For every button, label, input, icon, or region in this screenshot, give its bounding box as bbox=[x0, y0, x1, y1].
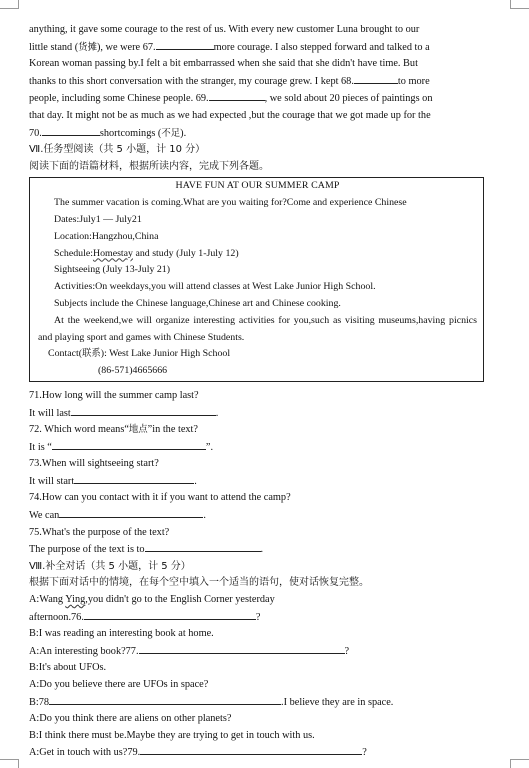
answer-blank-78[interactable] bbox=[49, 694, 281, 705]
dialogue-line: B:I think there must be.Maybe they are trying to get in touch with us. bbox=[29, 729, 315, 741]
passage-line bbox=[29, 73, 484, 91]
answer-blank-79[interactable] bbox=[140, 744, 362, 755]
answer-prefix: The purpose of the text is to bbox=[29, 544, 145, 556]
dialogue-text: ? bbox=[255, 611, 261, 623]
passage-line bbox=[29, 56, 484, 73]
notice-schedule bbox=[38, 246, 477, 263]
question-75: 75.What's the purpose of the text? bbox=[29, 526, 170, 538]
notice-weekend: At the weekend,we will organize interesting activities for you,such as visiting museums,having picnics and playing sport and games with Chinese Students. bbox=[38, 314, 477, 343]
dialogue-text: ? bbox=[362, 747, 367, 759]
answer-blank-71[interactable] bbox=[71, 405, 216, 416]
dialogue-text: .I believe they are in space. bbox=[281, 696, 394, 708]
notice-activities: Activities:On weekdays,you will attend classes at West Lake Junior High School. bbox=[54, 281, 376, 293]
passage-line bbox=[29, 90, 484, 108]
chinese-gloss: 不足 bbox=[161, 127, 181, 139]
answer-suffix: . bbox=[194, 475, 197, 487]
section-instruction-task-reading: 阅读下面的语篇材料，根据所读内容，完成下列各题。 bbox=[29, 160, 269, 172]
dialogue-text: ,you didn't go to the English Corner yesterday bbox=[85, 594, 275, 606]
dialogue-line bbox=[29, 643, 484, 661]
answer-71 bbox=[29, 405, 484, 423]
passage-line bbox=[29, 22, 484, 39]
answer-blank-72[interactable] bbox=[52, 439, 206, 450]
passage-text: 70. bbox=[29, 127, 42, 139]
passage-text: thanks to this short conversation with the stranger, my courage grew. I kept 68. bbox=[29, 75, 354, 87]
passage-text: that day. It might not be as much as we had expected ,but the courage that we got made up for the bbox=[29, 109, 431, 121]
passage-text: ). bbox=[180, 127, 187, 139]
summer-camp-notice-box bbox=[29, 177, 484, 382]
notice-subjects: Subjects include the Chinese language,Chinese art and Chinese cooking. bbox=[54, 297, 341, 309]
answer-blank-74[interactable] bbox=[59, 507, 203, 518]
passage-text: people, including some Chinese people. 69. bbox=[29, 93, 209, 105]
passage-text: to more bbox=[397, 75, 430, 87]
question-text: 72. Which word means“ bbox=[29, 424, 129, 436]
dialogue-text: A:Get in touch with us?79. bbox=[29, 747, 141, 759]
answer-prefix: It will last bbox=[29, 407, 71, 419]
question-71: 71.How long will the summer camp last? bbox=[29, 389, 199, 401]
dialogue-line bbox=[29, 694, 484, 712]
dialogue-line: A:Do you believe there are UFOs in space? bbox=[29, 679, 209, 690]
answer-prefix: It will start bbox=[29, 475, 75, 487]
passage-line bbox=[29, 108, 484, 125]
answer-blank-73[interactable] bbox=[74, 473, 194, 484]
dialogue-text: A:Wang bbox=[29, 594, 66, 606]
question-73: 73.When will sightseeing start? bbox=[29, 458, 159, 470]
section-heading-task-reading: Ⅶ.任务型阅读（共 5 小题，计 10 分） bbox=[29, 144, 206, 156]
answer-blank-75[interactable] bbox=[145, 541, 261, 552]
answer-suffix: . bbox=[215, 407, 219, 419]
passage-text: shortcomings ( bbox=[99, 127, 162, 139]
passage-line bbox=[29, 39, 484, 57]
passage-text: Korean woman passing by.I felt a bit embarrassed when she said that she didn't have time. But bbox=[29, 58, 418, 70]
section-heading-dialogue: Ⅷ.补全对话（共 5 小题，计 5 分） bbox=[29, 560, 191, 572]
passage-text: more courage. I also stepped forward and talked to a bbox=[213, 41, 430, 53]
dialogue-line: B:It's about UFOs. bbox=[29, 662, 107, 674]
chinese-gloss: 货摊 bbox=[78, 41, 97, 53]
answer-75 bbox=[29, 541, 484, 559]
question-74: 74.How can you contact with it if you want to attend the camp? bbox=[29, 492, 291, 504]
passage-text: ), we were 67. bbox=[96, 41, 156, 53]
dialogue-line bbox=[29, 609, 484, 627]
answer-suffix: ”. bbox=[205, 441, 214, 453]
questions-section bbox=[29, 388, 484, 762]
answer-blank-68[interactable] bbox=[354, 73, 398, 84]
crop-mark-top-right bbox=[510, 0, 529, 9]
answer-blank-77[interactable] bbox=[139, 643, 345, 654]
notice-contact bbox=[38, 346, 477, 363]
contact-label: Contact( bbox=[48, 348, 83, 360]
dialogue-line: A:Do you think there are aliens on other planets? bbox=[29, 713, 232, 725]
dialogue-text: ? bbox=[344, 645, 350, 657]
dialogue-line: B:I was reading an interesting book at home. bbox=[29, 628, 214, 640]
chinese-gloss: 联系 bbox=[82, 348, 101, 360]
reading-passage bbox=[29, 22, 484, 142]
answer-suffix: . bbox=[203, 510, 206, 522]
crop-mark-top-left bbox=[0, 0, 19, 9]
answer-blank-70[interactable] bbox=[42, 125, 100, 136]
notice-intro: The summer vacation is coming.What are you waiting for?Come and experience Chinese bbox=[54, 197, 407, 209]
dialogue-name: Ying bbox=[65, 594, 86, 606]
passage-line bbox=[29, 125, 484, 143]
question-text: ”in the text? bbox=[147, 424, 198, 436]
answer-prefix: We can bbox=[29, 510, 60, 522]
schedule-label: Schedule: bbox=[54, 247, 93, 259]
passage-text: anything, it gave some courage to the rest of us. With every new customer Luna brought to our bbox=[29, 24, 420, 35]
answer-73 bbox=[29, 473, 484, 491]
answer-blank-69[interactable] bbox=[209, 90, 265, 101]
notice-dates: Dates:July1 — July21 bbox=[54, 213, 142, 225]
dialogue-text: afternoon.76. bbox=[29, 611, 84, 623]
document-page bbox=[29, 22, 484, 762]
answer-suffix: . bbox=[260, 544, 264, 556]
section-instruction-dialogue: 根据下面对话中的情境，在每个空中填入一个适当的语句，使对话恢复完整。 bbox=[29, 577, 369, 589]
dialogue-text: B:78 bbox=[29, 696, 50, 708]
passage-text: , we sold about 20 pieces of paintings on bbox=[264, 93, 433, 105]
dialogue-line bbox=[29, 744, 484, 762]
notice-phone: (86-571)4665666 bbox=[98, 365, 168, 377]
passage-text: little stand ( bbox=[29, 41, 79, 53]
answer-blank-67[interactable] bbox=[156, 39, 214, 50]
dialogue-text: A:An interesting book?77. bbox=[29, 645, 139, 657]
notice-title: HAVE FUN AT OUR SUMMER CAMP bbox=[175, 180, 340, 192]
notice-location: Location:Hangzhou,China bbox=[54, 230, 159, 242]
dialogue-line bbox=[29, 592, 484, 609]
answer-blank-76[interactable] bbox=[84, 609, 256, 620]
answer-72 bbox=[29, 439, 484, 457]
schedule-keyword: Homestay bbox=[92, 247, 133, 259]
crop-mark-bottom-left bbox=[0, 759, 19, 768]
answer-74 bbox=[29, 507, 484, 525]
answer-prefix: It is “ bbox=[29, 441, 52, 453]
chinese-gloss: 地点 bbox=[128, 424, 148, 436]
contact-text: ): West Lake Junior High School bbox=[100, 348, 231, 360]
question-72 bbox=[29, 422, 484, 439]
crop-mark-bottom-right bbox=[510, 759, 529, 768]
schedule-text: and study (July 1-July 12) bbox=[133, 247, 239, 259]
notice-sightseeing: Sightseeing (July 13-July 21) bbox=[54, 264, 171, 276]
